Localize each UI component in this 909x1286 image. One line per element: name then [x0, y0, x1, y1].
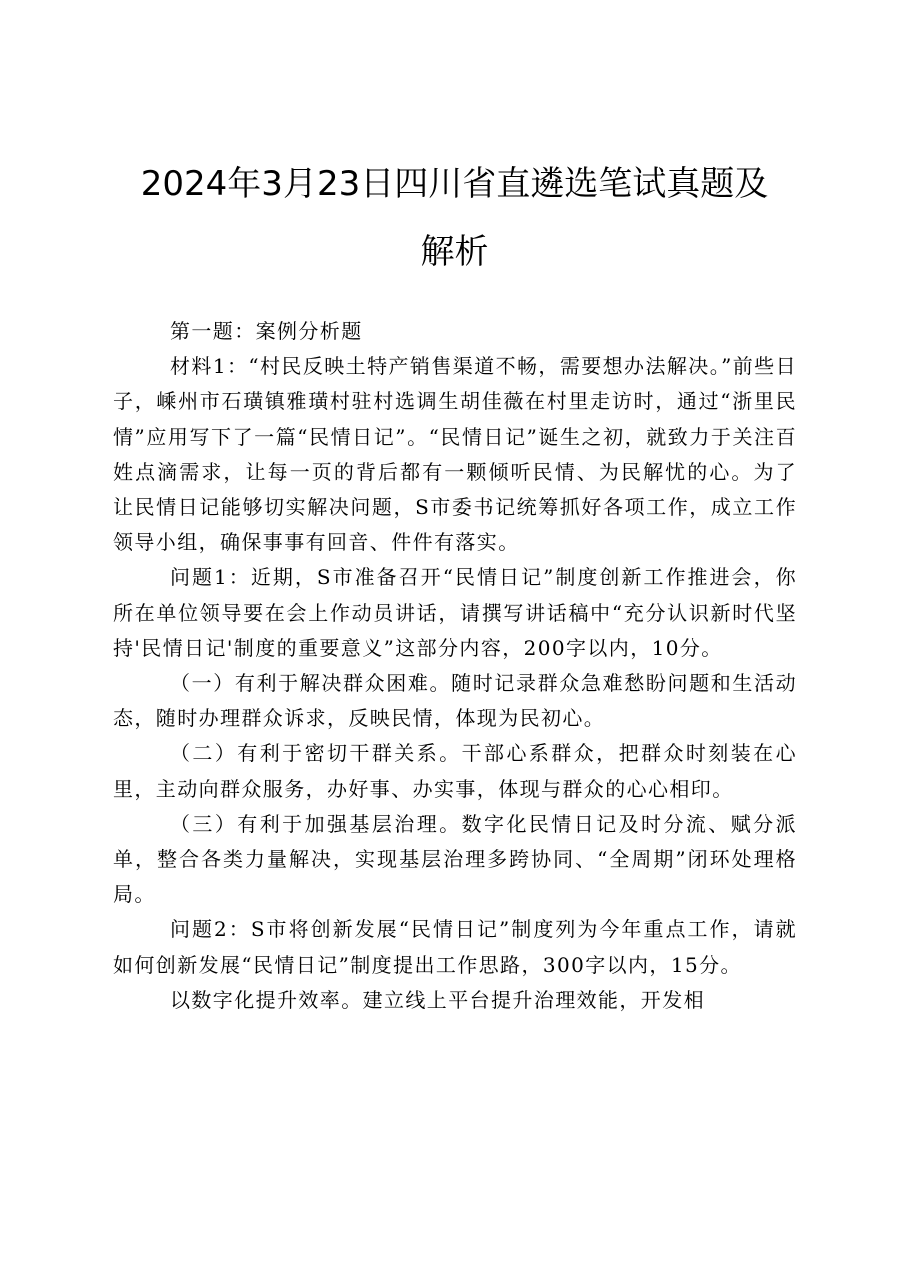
material-paragraph: 材料1：“村民反映土特产销售渠道不畅，需要想办法解决。”前些日子，嵊州市石璜镇雅璜村驻村选调生胡佳薇在村里走访时，通过“浙里民情”应用写下了一篇“民情日记”。“民情日记”诞生之初，就致力于关注百姓点滴需求，让每一页的背后都有一颗倾听民情、为民解忧的心。为了让民情日记能够切实解决问题，S市委书记统筹抓好各项工作，成立工作领导小组，确保事事有回音、件件有落实。	[113, 354, 797, 555]
answer-point-1: （一）有利于解决群众困难。随时记录群众急难愁盼问题和生活动态，随时办理群众诉求，反映民情，体现为民初心。	[113, 671, 797, 731]
question-2-paragraph: 问题2：S市将创新发展“民情日记”制度列为今年重点工作，请就如何创新发展“民情日记”制度提出工作思路，300字以内，15分。	[113, 917, 797, 977]
document-title-line-1: 2024年3月23日四川省直遴选笔试真题及	[140, 164, 769, 204]
answer-point-3: （三）有利于加强基层治理。数字化民情日记及时分流、赋分派单，整合各类力量解决，实现基层治理多跨协同、“全周期”闭环处理格局。	[113, 811, 797, 907]
document-body	[113, 314, 797, 1018]
answer-point-2: （二）有利于密切干群关系。干部心系群众，把群众时刻装在心里，主动向群众服务，办好事、办实事，体现与群众的心心相印。	[113, 741, 797, 801]
question-1-paragraph: 问题1：近期，S市准备召开“民情日记”制度创新工作推进会，你所在单位领导要在会上作动员讲话，请撰写讲话稿中“充分认识新时代坚持'民情日记'制度的重要意义”这部分内容，200字以内，10分。	[113, 565, 797, 660]
section-heading: 第一题：案例分析题	[170, 319, 363, 343]
document-title-line-2: 解析	[420, 232, 489, 272]
answer-paragraph: 以数字化提升效率。建立线上平台提升治理效能，开发相	[170, 987, 705, 1012]
